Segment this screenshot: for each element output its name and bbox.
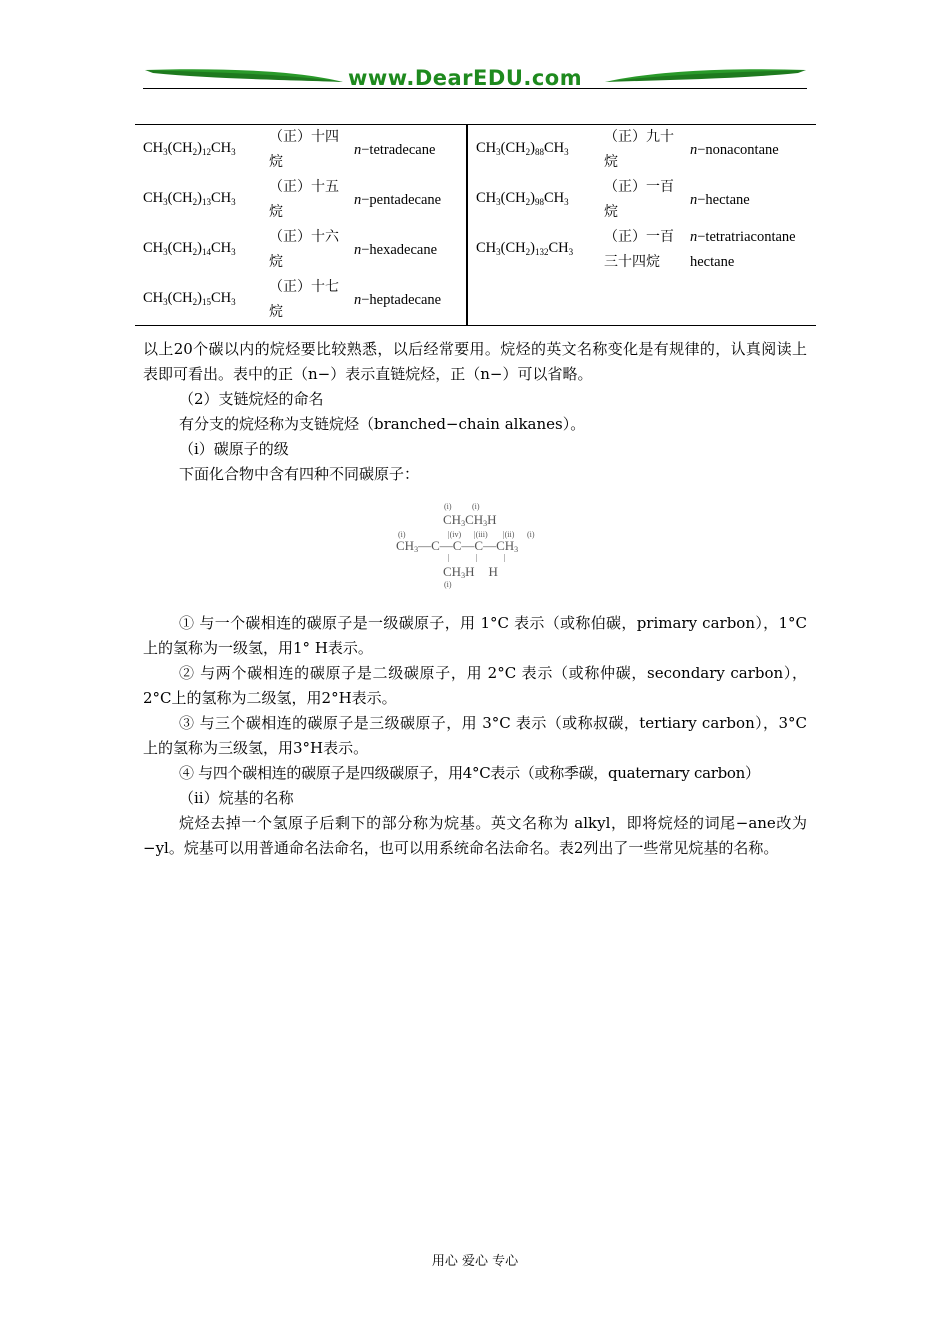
paragraph-alkyl: 烷烃去掉一个氢原子后剩下的部分称为烷基。英文名称为 alkyl，即将烷烃的词尾−ane改为−yl。烷基可以用普通命名法命名，也可以用系统命名法命名。表2列出了一些常见烷基的名称。 bbox=[143, 814, 807, 857]
item-tertiary: ③ 与三个碳相连的碳原子是三级碳原子，用 3°C 表示（或称叔碳，tertiary carbon），3°C上的氢称为三级氢，用3°H表示。 bbox=[143, 714, 807, 757]
item-primary: ① 与一个碳相连的碳原子是一级碳原子，用 1°C 表示（或称伯碳，primary carbon），1°C上的氢称为一级氢，用1° H表示。 bbox=[143, 614, 807, 657]
chinese-name-cell bbox=[600, 275, 686, 326]
heading-branched: （2）支链烷烃的命名 bbox=[179, 390, 324, 408]
chinese-name-cell: （正）一百三十四烷 bbox=[604, 229, 674, 270]
bond-down-3: | bbox=[504, 553, 506, 562]
alkane-names-table bbox=[135, 124, 816, 326]
english-name-cell: n−tetratriacontane hectane bbox=[690, 229, 796, 270]
label-bottom: (i) bbox=[444, 580, 452, 589]
formula-cell: $CH_3(CH_2)_{12}CH_3$ bbox=[143, 139, 236, 157]
english-name-cell: n−nonacontane bbox=[690, 141, 779, 158]
formula-cell: $CH_3(CH_2)_{88}CH_3$ bbox=[476, 139, 569, 157]
formula-cell: $CH_3(CH_2)_{132}CH_3$ bbox=[476, 239, 574, 257]
chinese-name-cell: （正）十五烷 bbox=[269, 179, 339, 220]
text-block-1 bbox=[143, 337, 807, 487]
paragraph-compound: 下面化合物中含有四种不同碳原子： bbox=[179, 465, 420, 483]
item-secondary: ② 与两个碳相连的碳原子是二级碳原子，用 2°C 表示（或称仲碳，secondary carbon），2°C上的氢称为二级氢，用2°H表示。 bbox=[143, 664, 807, 707]
english-name-cell: n−heptadecane bbox=[354, 291, 442, 308]
site-logo-text[interactable]: www.DearEDU.com bbox=[348, 66, 583, 90]
formula-cell: $CH_3(CH_2)_{98}CH_3$ bbox=[476, 189, 569, 207]
label-top-2: (i) bbox=[472, 502, 480, 511]
table-row bbox=[135, 175, 816, 225]
formula-cell: $CH_3(CH_2)_{15}CH_3$ bbox=[143, 289, 236, 307]
text-block-2 bbox=[143, 611, 807, 861]
page-footer: 用心 爱心 专心 bbox=[431, 1254, 519, 1269]
bond-down-2: | bbox=[476, 553, 478, 562]
paragraph-branched: 有分支的烷烃称为支链烷烃（branched−chain alkanes）。 bbox=[179, 415, 586, 433]
label-ii: |(ii) bbox=[503, 530, 515, 539]
chinese-name-cell: （正）十七烷 bbox=[269, 279, 339, 320]
chemical-structure bbox=[392, 500, 562, 592]
bond-down-1: | bbox=[448, 553, 450, 562]
formula-cell bbox=[468, 275, 601, 326]
formula-cell: $CH_3(CH_2)_{13}CH_3$ bbox=[143, 189, 236, 207]
chinese-name-cell: （正）十四烷 bbox=[269, 129, 339, 170]
table-row bbox=[135, 275, 816, 326]
table-row bbox=[135, 225, 816, 275]
heading-alkyl: （ii）烷基的名称 bbox=[179, 789, 294, 807]
label-top-1: (i) bbox=[444, 502, 452, 511]
chinese-name-cell: （正）一百烷 bbox=[604, 179, 674, 220]
main-chain: $CH_3—C—C—C—CH_3$ bbox=[396, 538, 519, 554]
bottom-substituents: $CH_3H$ H bbox=[443, 564, 498, 580]
label-i-left: (i) bbox=[398, 530, 406, 539]
top-substituents: $CH_3CH_3H$ bbox=[443, 512, 497, 528]
english-name-cell: n−pentadecane bbox=[354, 191, 442, 208]
label-i-right: (i) bbox=[527, 530, 535, 539]
paragraph-intro: 以上20个碳以内的烷烃要比较熟悉，以后经常要用。烷烃的英文名称变化是有规律的，认真阅读上表即可看出。表中的正（n−）表示直链烷烃，正（n−）可以省略。 bbox=[143, 340, 807, 383]
label-iv: |(iv) bbox=[448, 530, 462, 539]
chinese-name-cell: （正）十六烷 bbox=[269, 229, 339, 270]
label-iii: |(iii) bbox=[474, 530, 488, 539]
header-rule bbox=[143, 88, 807, 89]
english-name-cell: n−tetradecane bbox=[354, 141, 436, 158]
english-name-cell: n−hexadecane bbox=[354, 241, 438, 258]
heading-carbon-level: （i）碳原子的级 bbox=[179, 440, 289, 458]
formula-cell: $CH_3(CH_2)_{14}CH_3$ bbox=[143, 239, 236, 257]
english-name-cell: n−hectane bbox=[690, 191, 750, 208]
english-name-cell bbox=[686, 275, 816, 326]
item-quaternary: ④ 与四个碳相连的碳原子是四级碳原子，用4°C表示（或称季碳，quaternary carbon） bbox=[179, 764, 760, 782]
table-row bbox=[135, 125, 816, 176]
chinese-name-cell: （正）九十烷 bbox=[604, 129, 674, 170]
